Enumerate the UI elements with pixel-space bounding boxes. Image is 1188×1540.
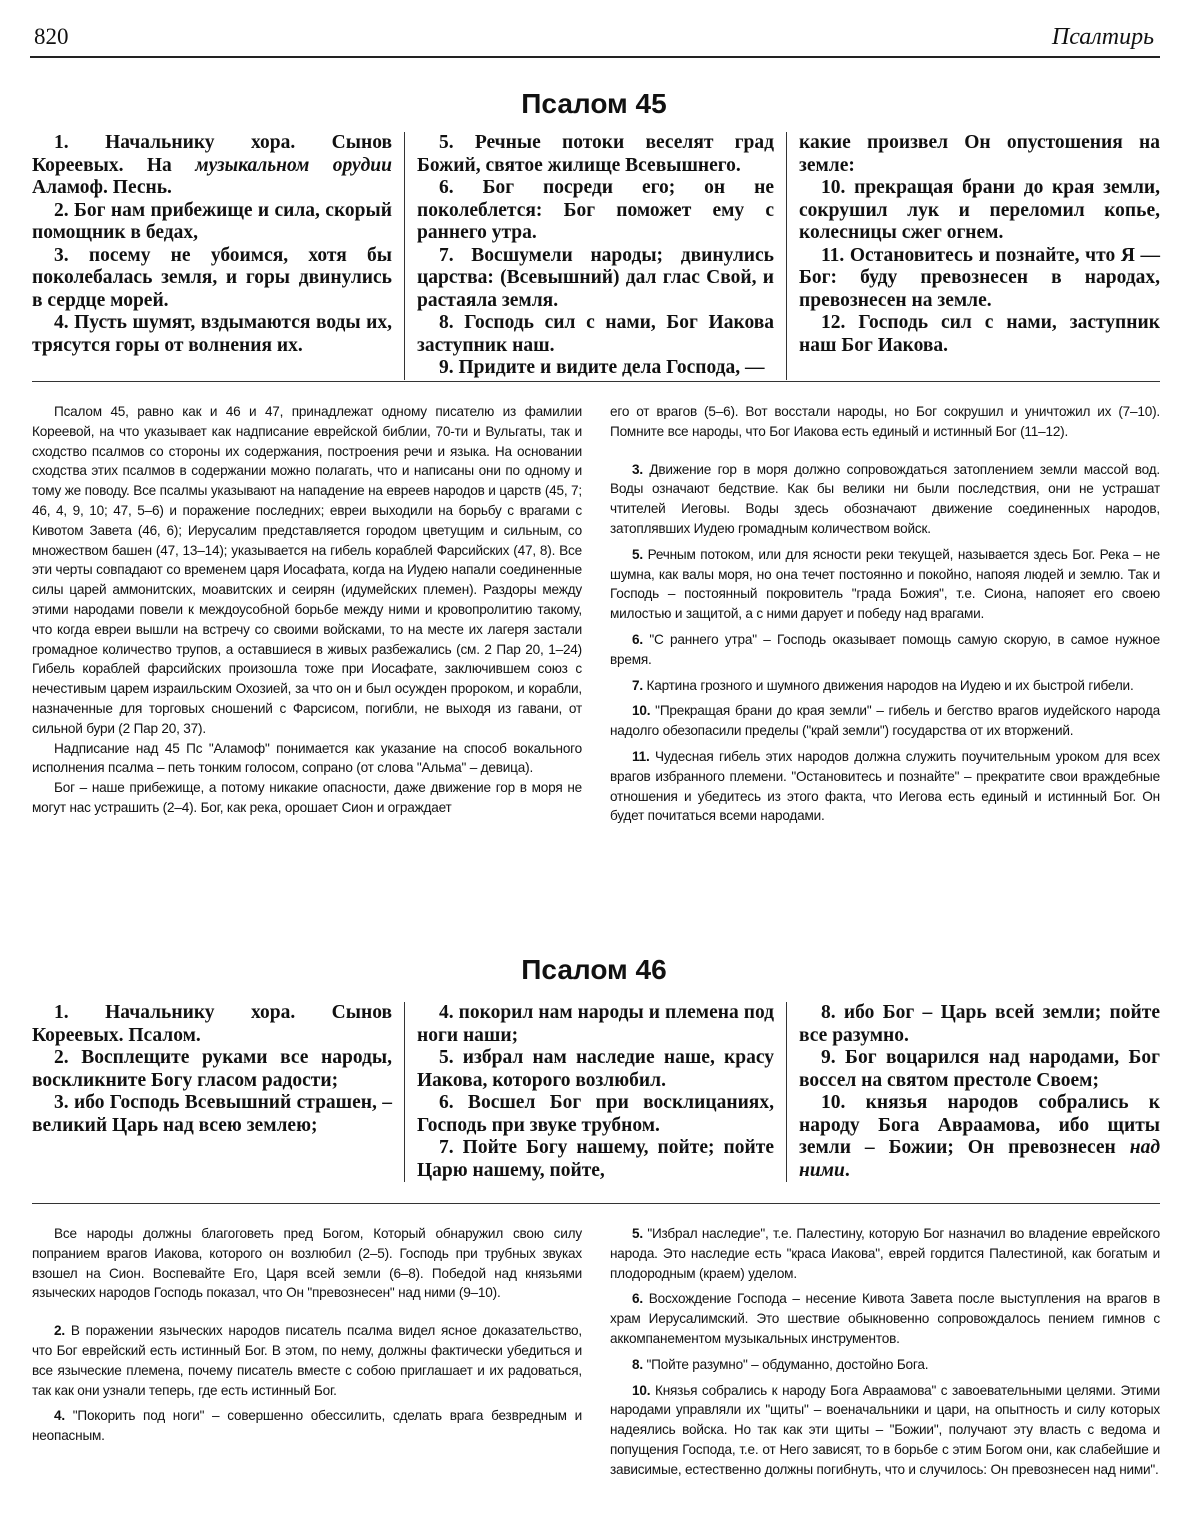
commentary-paragraph: Надписание над 45 Пс "Аламоф" понимается как указание на способ вокального исполнения псалма – петь тонким голосом, сопрано (от слова "Альма" – девица).	[32, 740, 582, 776]
psalm-46-verse-column-3	[786, 1002, 1160, 1182]
commentary-left-column	[32, 1224, 582, 1480]
commentary-note: 4. "Покорить под ноги" – совершенно обессилить, сделать врага безвредным и неопасным.	[32, 1408, 582, 1444]
commentary-paragraph: Бог – наше прибежище, а потому никакие опасности, даже движение гор в моря не могут нас устрашить (2–4). Бог, как река, орошает Сион и ограждает	[32, 780, 582, 815]
verse: 3. ибо Господь Всевышний страшен, – великий Царь над всею землею;	[32, 1092, 392, 1136]
commentary-left-column	[32, 402, 582, 826]
verse: 6. Бог посреди его; он не поколеблется: Бог поможет ему с раннего утра.	[417, 177, 774, 243]
commentary-paragraph: Псалом 45, равно как и 46 и 47, принадлежат одному писателю из фамилии Кореевой, на что указывает как надписание еврейской библии, 70-ти и Вульгаты, так и сходство псалмов со стороны их содержания, построения речи и языка. На основании сходства этих псалмов в содержании можно полагать, что и написаны они по одному и тому же поводу. Все псалмы указывают на нападение на евреев народов и царств (45, 7; 46, 4, 9, 10; 47, 5–6) и поражение последних; евреи выходили на борьбу с врагами с Кивотом Завета (46, 6); Иерусалим представляется городом цветущим и сильным, со множеством башен (47, 13–14); указывается на гибель кораблей Фарсийских (47, 8). Все эти черты совпадают со временем царя Иосафата, когда на Иудею напали соединенные силы царей аммонитских, моавитских и сеирян (идумейских племен). Раздоры между этими народами повели к междоусобной борьбе между ними и кровопролитию такому, что когда евреи вышли на встречу со своими войсками, то на месте их лагеря застали громадное количество трупов, а оставшиеся в живых разбежались (см. 2 Пар 20, 1–24) Гибель кораблей фарсийских произошла тоже при Иосафате, заключившем союз с нечестивым царем израильским Охозией, за что он и был осужден пророком, и корабли, назначенные для торговых сношений с Фарсисом, погибли, не выходя из гавани, от сильной бури (2 Пар 20, 37).	[32, 404, 582, 736]
verse: 5. Речные потоки веселят град Божий, святое жилище Всевышнего.	[417, 132, 774, 176]
page-header	[30, 22, 1160, 58]
psalm-45-verse-column-1	[32, 132, 404, 380]
psalm-46-commentary	[32, 1224, 1160, 1480]
page-number: 820	[34, 24, 69, 49]
verse: 4. покорил нам народы и племена под ноги наши;	[417, 1002, 774, 1046]
verse: 4. Пусть шумят, вздымаются воды их, трясутся горы от волнения их.	[32, 312, 392, 356]
psalm-45-verses	[32, 132, 1160, 380]
psalm-46-title: Псалом 46	[521, 954, 667, 985]
psalm-45-commentary	[32, 402, 1160, 826]
header-rule	[30, 56, 1160, 58]
verse: 5. избрал нам наследие наше, красу Иакова, которого возлюбил.	[417, 1047, 774, 1091]
verse: 7. Восшумели народы; двинулись царства: (Всевышний) дал глас Свой, и растаяла земля.	[417, 244, 774, 311]
commentary-right-column	[610, 402, 1160, 826]
verse: 9. Бог воцарился над народами, Бог воссел на святом престоле Своем;	[799, 1047, 1160, 1091]
section-divider	[32, 381, 1160, 382]
verse: 7. Пойте Богу нашему, пойте; пойте Царю нашему, пойте,	[417, 1137, 774, 1181]
psalm-46-verses	[32, 1002, 1160, 1182]
verse: 1. Начальнику хора. Сынов Кореевых. Псалом.	[32, 1002, 392, 1046]
verse: 12. Господь сил с нами, заступник наш Бог Иакова.	[799, 312, 1160, 356]
commentary-note: 6. "С раннего утра" – Господь оказывает помощь самую скорую, в самое нужное время.	[610, 631, 1160, 667]
commentary-note: 5. Речным потоком, или для ясности реки текущей, называется здесь Бог. Река – не шумна, как валы моря, но она течет постоянно и покойно, напояя людей и землю. Так и Господь – постоянный покровитель "града Божия", т.е. Сиона, напояет его своею милостью и защитой, а с ними дарует и победу над врагами.	[610, 546, 1160, 622]
verse: 10. князья народов собрались к народу Бога Авраамова, ибо щиты земли – Божии; Он превознесен над ними.	[799, 1092, 1160, 1181]
commentary-note: 2. В поражении языческих народов писатель псалма видел ясное доказательство, что Бог еврейский есть истинный Бог. В этом, по нему, должны фактически убедиться и все языческие племена, почему писатель вместе с собою приглашает и их радоваться, так как они узнали теперь, где есть истинный Бог.	[32, 1323, 582, 1398]
verse: 3. посему не убоимся, хотя бы поколебалась земля, и горы двинулись в сердце морей.	[32, 244, 392, 311]
verse: 10. прекращая брани до края земли, сокрушил лук и переломил копье, колесницы сжег огнем.	[799, 177, 1160, 243]
verse: 11. Остановитесь и познайте, что Я — Бог: буду превознесен в народах, превознесен на земле.	[799, 244, 1160, 311]
verse: 8. ибо Бог – Царь всей земли; пойте все разумно.	[799, 1002, 1160, 1046]
verse: 2. Восплещите руками все народы, воскликните Богу гласом радости;	[32, 1047, 392, 1091]
commentary-note: 5. "Избрал наследие", т.е. Палестину, которую Бог назначил во владение еврейского народа. Это наследие есть "краса Иакова", еврей гордится Палестиной, как богатым и плодородным (краем) уделом.	[610, 1226, 1160, 1281]
commentary-note: 3. Движение гор в моря должно сопровождаться затоплением земли массой вод. Воды означают бедствие. Как бы велики ни были последствия, они не устрашат чтителей Иеговы. Воды здесь обозначают движение соединенных народов, затоплявших Иудею громадным количеством войск.	[610, 461, 1160, 536]
commentary-note: 7. Картина грозного и шумного движения народов на Иудею и их быстрой гибели.	[632, 677, 1134, 693]
psalm-45-verse-column-3	[786, 132, 1160, 380]
verse: 2. Бог нам прибежище и сила, скорый помощник в бедах,	[32, 199, 392, 243]
commentary-note: 11. Чудесная гибель этих народов должна служить поучительным уроком для всех врагов избранного племени. "Остановитесь и познайте" – прекратите свои враждебные отношения и убедитесь из этого факта, что Иегова есть единый и истинный Бог. Он будет почитаться всеми народами.	[610, 748, 1160, 824]
verse: 9. Придите и видите дела Господа, —	[439, 357, 765, 378]
psalm-46-verse-column-1	[32, 1002, 404, 1182]
psalm-45-verse-column-2	[404, 132, 786, 380]
psalm-46-verse-column-2	[404, 1002, 786, 1182]
psalm-45-title: Псалом 45	[521, 88, 667, 119]
commentary-note: 10. "Прекращая брани до края земли" – гибель и бегство врагов иудейского народа надолго обезопасили пределы ("край земли") государства от их вторжений.	[610, 703, 1160, 739]
running-title: Псалтирь	[1051, 24, 1154, 50]
section-divider	[32, 1203, 1160, 1204]
verse-continuation: какие произвел Он опустошения на земле:	[799, 132, 1160, 176]
commentary-right-column	[610, 1224, 1160, 1480]
commentary-note: 8. "Пойте разумно" – обдуманно, достойно Бога.	[632, 1356, 929, 1372]
verse: 6. Восшел Бог при восклицаниях, Господь при звуке трубном.	[417, 1092, 774, 1136]
verse: 1. Начальнику хора. Сынов Кореевых. На музыкальном орудии Аламоф. Песнь.	[32, 132, 392, 198]
commentary-note: 10. Князья собрались к народу Бога Авраамова" с завоевательными целями. Этими народами управляли их "щиты" – военачальники и цари, на опытность и силу которых надеялись войска. Но так как эти щиты – "Божии", получают эту власть с ведома и попущения Господа, т.е. от Него зависят, то в борьбе с этим Богом они, как слабейшие и зависимые, естественно должны погибнуть, что и случилось: Он превознесен над ними".	[610, 1382, 1160, 1477]
commentary-note: 6. Восхождение Господа – несение Кивота Завета после выступления на врагов в храм Иерусалимский. Это шествие обыкновенно сопровождалось пением гимнов с аккомпанементом музыкальных инструментов.	[610, 1291, 1160, 1346]
commentary-paragraph: его от врагов (5–6). Вот восстали народы, но Бог сокрушил и уничтожил их (7–10). Помните все народы, что Бог Иакова есть единый и истинный Бог (11–12).	[610, 404, 1160, 439]
commentary-paragraph: Все народы должны благоговеть пред Богом, Который обнаружил свою силу попранием врагов Иакова, которого он возлюбил (2–5). Господь при трубных звуках взошел на Сион. Воспевайте Его, Царя всей земли (6–8). Победой над князьями языческих народов Господь показал, что Он "превознесен" над ними (9–10).	[32, 1226, 582, 1301]
verse: 8. Господь сил с нами, Бог Иакова заступник наш.	[417, 312, 774, 356]
